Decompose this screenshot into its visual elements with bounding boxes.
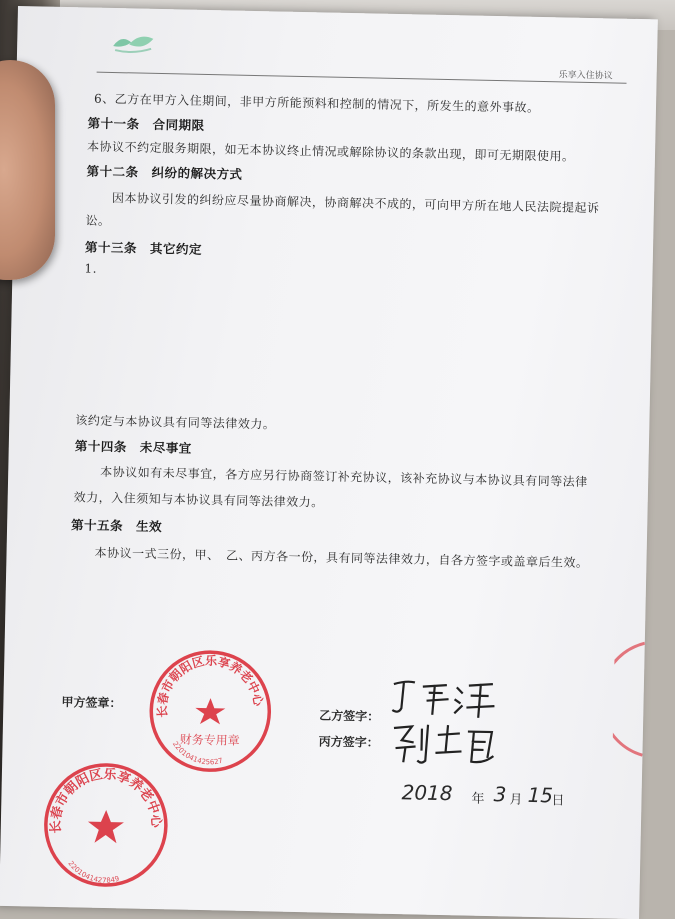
date-day-unit: 日 xyxy=(551,793,565,809)
party-c-signature xyxy=(387,720,498,767)
svg-text:2201041427849 xyxy=(66,859,121,885)
star-icon xyxy=(87,810,124,844)
finance-stamp-number: 2201041425627 xyxy=(170,739,224,767)
party-a-label: 甲方签章： xyxy=(61,695,122,711)
finance-stamp-top-text: 长春市朝阳区乐享养老中心 xyxy=(155,653,266,719)
clause-6: 6、乙方在甲方入住期间，非甲方所能预料和控制的情况下，所发生的意外事故。 xyxy=(93,91,540,115)
partial-seal-stamp-edge xyxy=(612,639,645,760)
date-year: 2018 xyxy=(401,780,453,806)
star-icon xyxy=(195,698,226,725)
article-11-text: 本协议不约定服务期限，如无本协议终止情况或解除协议的条款出现，即可无期限使用。 xyxy=(86,139,575,164)
finance-stamp-label: 财务专用章 xyxy=(179,732,240,748)
official-stamp-top-text: 长春市朝阳区乐享养老中心 xyxy=(48,767,164,834)
leaf-logo-icon xyxy=(109,32,157,55)
agreement-page xyxy=(0,6,658,919)
official-stamp-number: 2201041427849 xyxy=(66,859,121,885)
article-12-text-2: 讼。 xyxy=(85,213,111,228)
header-divider xyxy=(97,72,627,84)
article-14-title: 第十四条 未尽事宜 xyxy=(74,438,192,456)
official-seal-stamp xyxy=(40,759,173,892)
date-month: 3 xyxy=(493,782,507,807)
header-title: 乐享入住协议 xyxy=(558,70,613,82)
date-year-unit: 年 xyxy=(471,791,485,807)
article-14-text-1: 本协议如有未尽事宜，各方应另行协商签订补充协议，该补充协议与本协议具有同等法律 xyxy=(100,464,588,490)
finance-seal-stamp xyxy=(144,645,277,778)
party-b-signature xyxy=(388,674,499,721)
party-c-label: 丙方签字： xyxy=(318,734,379,750)
article-13-title: 第十三条 其它约定 xyxy=(84,239,203,257)
article-12-title: 第十二条 纠纷的解决方式 xyxy=(86,163,243,182)
article-15-title: 第十五条 生效 xyxy=(70,517,163,535)
article-12-text-1: 因本协议引发的纠纷应尽量协商解决，协商解决不成的，可向甲方所在地人民法院提起诉 xyxy=(111,191,600,216)
party-b-label: 乙方签字： xyxy=(319,708,380,724)
thumb-holding-paper xyxy=(0,60,55,280)
article-11-title: 第十一条 合同期限 xyxy=(87,115,205,133)
article-14-text-2: 效力，入住须知与本协议具有同等法律效力。 xyxy=(73,490,324,510)
article-13-item-1: 1. xyxy=(84,261,98,276)
article-15-text: 本协议一式三份，甲、 乙、丙方各一份，具有同等法律效力，自各方签字或盖章后生效。 xyxy=(94,545,589,571)
article-13-tail: 该约定与本协议具有同等法律效力。 xyxy=(75,413,276,432)
date-month-unit: 月 xyxy=(509,792,523,808)
date-day: 15 xyxy=(527,782,554,808)
